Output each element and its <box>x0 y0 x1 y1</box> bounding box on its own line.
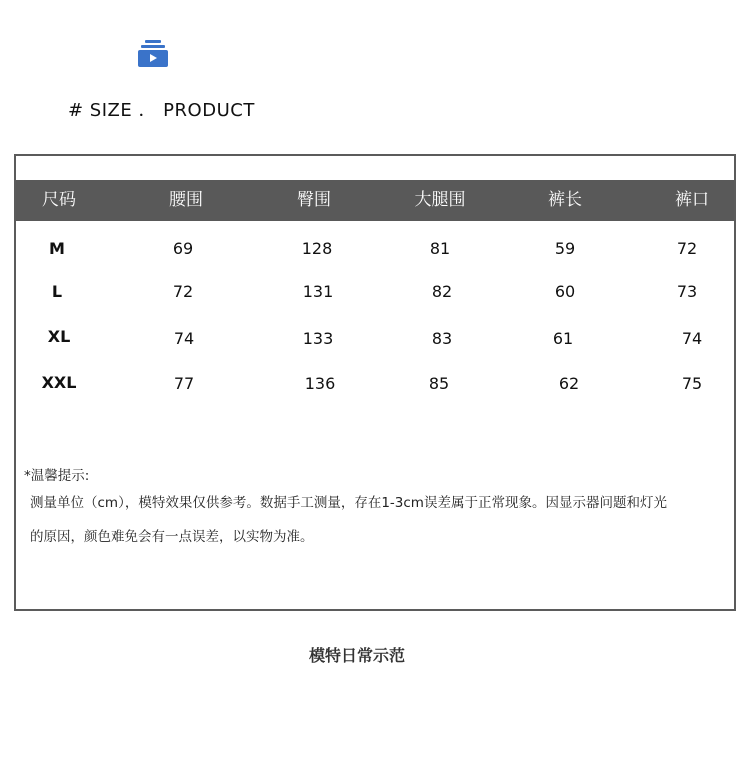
table-cell: 128 <box>301 239 333 258</box>
table-cell: 77 <box>173 374 195 393</box>
table-cell: 74 <box>681 329 703 348</box>
table-cell: 60 <box>554 282 576 301</box>
size-label: XL <box>47 327 71 346</box>
table-cell: 82 <box>431 282 453 301</box>
column-header-length: 裤长 <box>548 190 582 210</box>
column-header-thigh: 大腿围 <box>414 190 466 210</box>
table-cell: 69 <box>172 239 194 258</box>
size-table-header <box>16 180 734 221</box>
table-cell: 131 <box>302 282 334 301</box>
notes-line-1: 测量单位（cm），模特效果仅供参考。数据手工测量，存在1-3cm误差属于正常现象。因显示器问题和灯光 <box>30 495 667 511</box>
notes-title: *温馨提示: <box>24 468 90 484</box>
size-table-card <box>14 154 736 611</box>
size-label: M <box>49 239 65 258</box>
size-label: L <box>51 282 63 301</box>
table-cell: 85 <box>428 374 450 393</box>
model-section-caption: 模特日常示范 <box>308 646 405 665</box>
column-header-hip: 臀围 <box>297 190 331 210</box>
table-cell: 74 <box>173 329 195 348</box>
table-cell: 75 <box>681 374 703 393</box>
column-header-leg-opening: 裤口 <box>675 190 709 210</box>
video-stack-icon <box>137 40 169 68</box>
table-cell: 59 <box>554 239 576 258</box>
table-cell: 83 <box>431 329 453 348</box>
column-header-waist: 腰围 <box>169 190 203 210</box>
notes-line-2: 的原因，颜色难免会有一点误差，以实物为准。 <box>30 529 314 545</box>
table-cell: 133 <box>302 329 334 348</box>
table-cell: 62 <box>558 374 580 393</box>
table-cell: 72 <box>676 239 698 258</box>
section-heading: # SIZE ． PRODUCT <box>68 100 255 121</box>
table-cell: 81 <box>429 239 451 258</box>
size-label: XXL <box>41 373 77 392</box>
table-cell: 73 <box>676 282 698 301</box>
table-cell: 72 <box>172 282 194 301</box>
column-header-size: 尺码 <box>42 190 76 210</box>
table-cell: 61 <box>552 329 574 348</box>
table-cell: 136 <box>304 374 336 393</box>
